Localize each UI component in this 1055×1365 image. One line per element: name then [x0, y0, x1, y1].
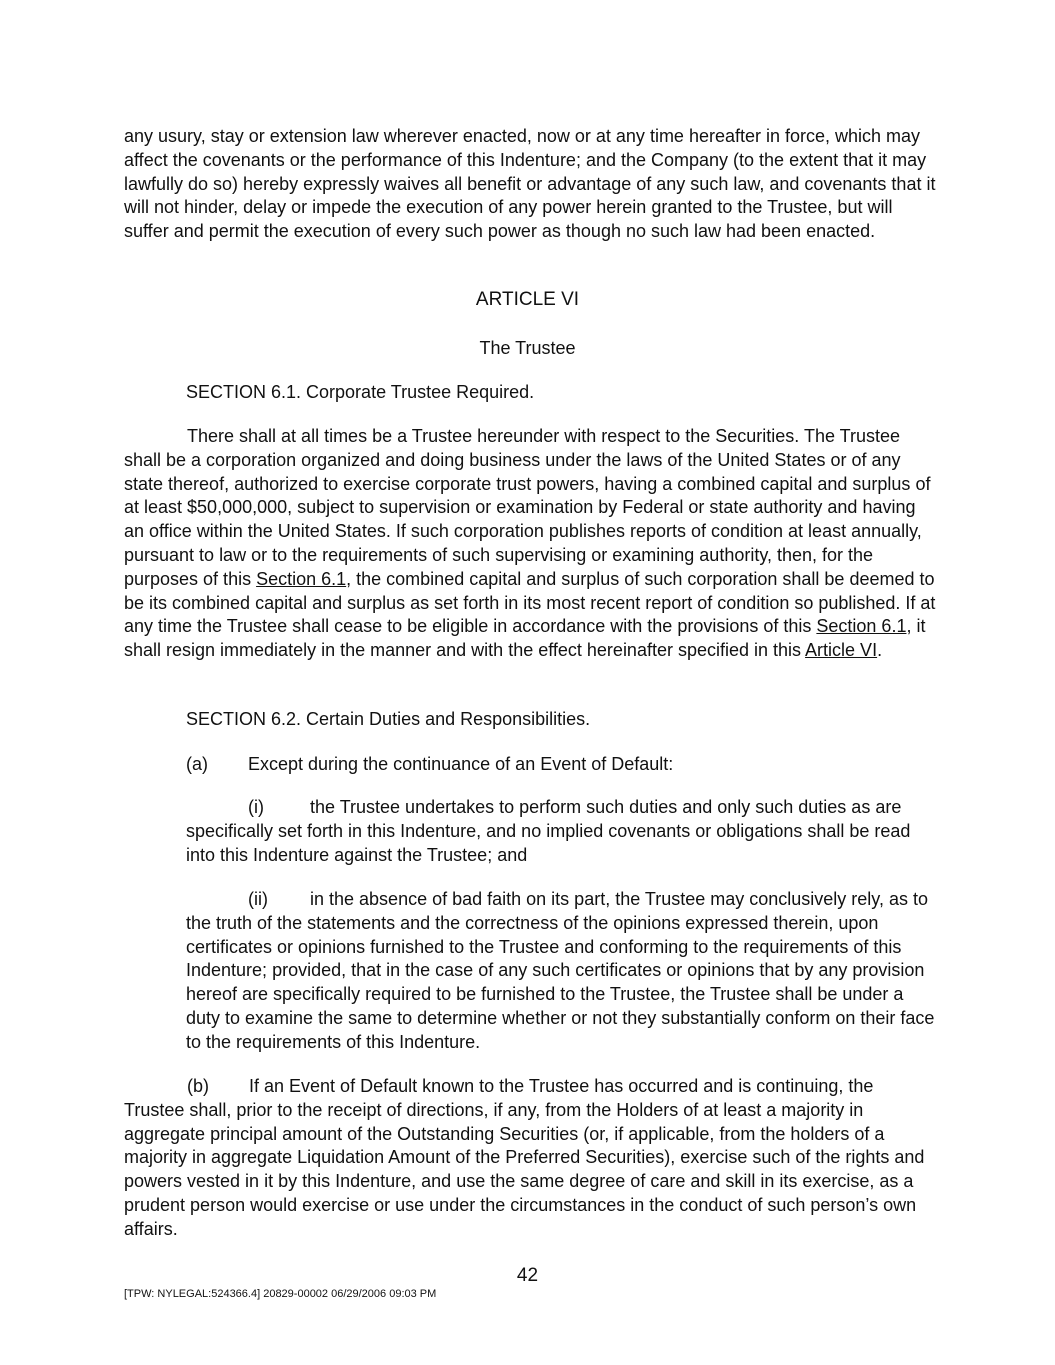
clause-ii-text: in the absence of bad faith on its part, the Trustee may conclusively rely, as to the truth of the statements and the correctness of the opinions expressed therein, upon certificates or opinions furnished to the Trustee and conforming to the requirements of this Indenture; provided, that in the case of any such certificates or opinions that by any provision hereof are specifically required to be furnished to the Trustee, the Trustee shall be under a duty to examine the same to determine whether or not they substantially conform on their face to the requirements of this Indenture. [186, 889, 935, 1052]
clause-i-label: (i) [248, 797, 264, 817]
clause-i [186, 796, 936, 867]
clause-a [186, 752, 673, 776]
article-vi-link[interactable]: Article VI [805, 640, 878, 661]
section-6-1-link[interactable]: Section 6.1 [816, 616, 907, 637]
section-6-1-body [124, 425, 936, 663]
clause-i-text: the Trustee undertakes to perform such duties and only such duties as are specifically set forth in this Indenture, and no implied covenants or obligations shall be read into this Indenture against the Trustee; and [186, 797, 911, 865]
section-6-1-text-a: There shall at all times be a Trustee hereunder with respect to the Securities. The Trustee shall be a corporation organized and doing business under the laws of the United States or of any state thereof, authorized to exercise corporate trust powers, having a combined capital and surplus of at least $50,000,000, subject to supervision or examination by Federal or state authority and having an office within the United States. If such corporation publishes reports of condition at least annually, pursuant to law or to the requirements of such supervising or examining authority, then, for the purposes of this [124, 426, 931, 589]
article-title: ARTICLE VI [475, 289, 580, 310]
clause-a-text: Except during the continuance of an Event of Default: [248, 754, 674, 774]
section-6-1-heading: SECTION 6.1. Corporate Trustee Required. [186, 382, 535, 402]
article-subtitle: The Trustee [479, 338, 576, 358]
paragraph-continuation: any usury, stay or extension law wherever enacted, now or at any time hereafter in force, which may affect the covenants or the performance of this Indenture; and the Company (to the extent that it may lawfully do so) hereby expressly waives all benefit or advantage of any such law, and covenants that it will not hinder, delay or impede the execution of any power herein granted to the Trustee, but will suffer and permit the execution of every such power as though no such law had been enacted. [124, 126, 936, 242]
clause-b [124, 1075, 936, 1242]
clause-a-label: (a) [186, 754, 208, 774]
section-6-1-text-c: , it shall resign immediately in the manner and with the effect hereinafter specified in this [124, 616, 926, 661]
section-6-1-text-d: . [877, 640, 883, 661]
section-6-2-heading: SECTION 6.2. Certain Duties and Responsibilities. [186, 709, 591, 729]
section-6-1-text-b: , the combined capital and surplus of such corporation shall be deemed to be its combined capital and surplus as set forth in its most recent report of condition so published. If at any time the Trustee shall cease to be eligible in accordance with the provisions of this [124, 568, 936, 637]
clause-ii [186, 888, 936, 1055]
clause-b-text: If an Event of Default known to the Trustee has occurred and is continuing, the Trustee shall, prior to the receipt of directions, if any, from the Holders of at least a majority in aggregate principal amount of the Outstanding Securities (or, if applicable, from the holders of a majority in aggregate Liquidation Amount of the Preferred Securities), exercise such of the rights and powers vested in it by this Indenture, and use the same degree of care and skill in its exercise, as a prudent person would exercise or use under the circumstances in the conduct of such person’s own affairs. [124, 1076, 925, 1239]
clause-b-label: (b) [187, 1076, 209, 1096]
clause-ii-label: (ii) [248, 889, 268, 909]
section-6-1-link[interactable]: Section 6.1 [256, 568, 347, 589]
page-number: 42 [516, 1265, 539, 1286]
document-footer: [TPW: NYLEGAL:524366.4] 20829-00002 06/29/2006 09:03 PM [124, 1288, 437, 1300]
